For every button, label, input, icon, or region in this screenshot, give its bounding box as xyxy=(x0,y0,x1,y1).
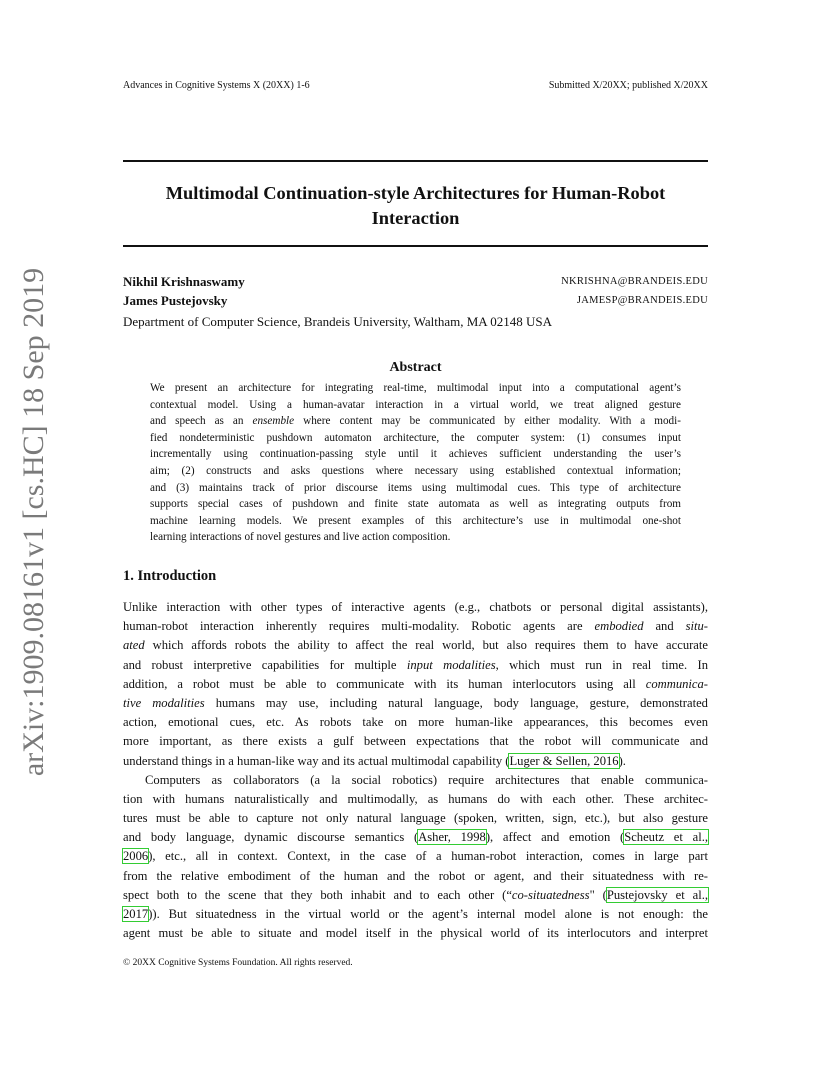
text-line: human-robot interaction inherently requires multi-modality. Robotic agents are embodied and situ- xyxy=(123,619,708,634)
text-line: 2006), etc., all in context. Context, in the case of a human-robot interaction, comes in large part xyxy=(123,849,708,864)
running-header-left: Advances in Cognitive Systems X (20XX) 1-6 xyxy=(123,80,310,91)
text-line: spect both to the scene that they both inhabit and to each other (“co-situatedness" (Pustejovsky et al., xyxy=(123,887,709,902)
text-line: and robust interpretive capabilities for multiple input modalities, which must run in real time. In xyxy=(123,657,708,672)
paper-title xyxy=(123,181,708,231)
text-line: We present an architecture for integrating real-time, multimodal input into a computational agent’s xyxy=(150,382,681,394)
author-name: James Pustejovsky xyxy=(123,293,228,308)
citation-link[interactable]: Scheutz et al., xyxy=(624,830,709,845)
text-line: and body language, dynamic discourse semantics (Asher, 1998), affect and emotion (Scheutz et al., xyxy=(123,830,709,845)
citation-link[interactable]: Pustejovsky et al., xyxy=(606,887,709,902)
citation-link[interactable]: Asher, 1998 xyxy=(418,830,486,845)
copyright-footer: © 20XX Cognitive Systems Foundation. All rights reserved. xyxy=(123,958,353,968)
author-email[interactable]: NKRISHNA@BRANDEIS.EDU xyxy=(561,276,708,287)
text-line: tive modalities humans may use, including natural language, body language, gesture, demonstrated xyxy=(123,695,708,710)
paper-title-line-2: Interaction xyxy=(371,208,460,228)
abstract-heading: Abstract xyxy=(389,360,442,375)
text-line: aim; (2) constructs and asks questions where necessary using established contextual information; xyxy=(150,464,681,477)
text-line: agent must be able to situate and model itself in the physical world of its interlocutors and interpret xyxy=(123,926,708,941)
citation-link[interactable]: 2017 xyxy=(123,907,149,921)
citation-link[interactable]: Luger & Sellen, 2016 xyxy=(509,753,619,768)
text-line: Computers as collaborators (a la social robotics) require architectures that enable communica- xyxy=(145,772,708,787)
text-line: understand things in a human-like way and its actual multimodal capability (Luger & Sellen, 2016). xyxy=(123,753,626,768)
section-body xyxy=(123,598,708,943)
abstract-body xyxy=(150,380,681,546)
text-line: action, emotional cues, etc. As robots take on more human-like appearances, this becomes even xyxy=(123,715,708,730)
text-line: 2017)). But situatedness in the virtual world or the agent’s internal model alone is not enough: the xyxy=(123,907,708,921)
text-line: contextual model. Using a human-avatar interaction in a virtual world, we treat aligned gesture xyxy=(150,398,681,411)
running-header-right: Submitted X/20XX; published X/20XX xyxy=(548,80,708,91)
text-line: tures must be able to capture not only natural language (spoken, written, sign, etc.), but also gesture xyxy=(123,811,708,826)
arxiv-identifier-text: arXiv:1909.08161v1 [cs.HC] 18 Sep 2019 xyxy=(17,267,50,777)
text-line: machine learning models. We present examples of this architecture’s use in multimodal one-shot xyxy=(150,514,681,527)
text-line: incrementally using continuation-passing style until it achieves sufficient understanding the user’s xyxy=(150,448,681,461)
text-line: from the relative embodiment of the human and the robot or agent, and their situatedness with re- xyxy=(123,868,708,883)
text-line: fied nondeterministic pushdown automaton architecture, the computer system: (1) consumes input xyxy=(150,431,681,444)
text-line: and speech as an ensemble where content may be communicated by either modality. With a modi- xyxy=(150,415,681,428)
text-line: supports special cases of pushdown and finite state automata as well as integrating outputs from xyxy=(150,498,681,511)
text-line: addition, a robot must be able to communicate with its human interlocutors using all communica- xyxy=(123,676,708,691)
citation-link[interactable]: 2006 xyxy=(123,849,149,864)
author-email[interactable]: JAMESP@BRANDEIS.EDU xyxy=(576,295,708,306)
section-heading: 1. Introduction xyxy=(123,568,217,584)
text-line: tion with humans naturalistically and multimodally, as humans do with each other. These architec- xyxy=(123,791,708,806)
title-rule-bottom xyxy=(123,245,708,247)
paper-title-line-1: Multimodal Continuation-style Architectures for Human-Robot xyxy=(165,183,666,203)
text-line: learning interactions of novel gestures and live action composition. xyxy=(150,531,451,544)
text-line: more important, as there exists a gulf between expectations that the robot will communicate and xyxy=(123,734,708,749)
text-line: and (3) maintains track of prior discourse items using multimodal cues. This type of architecture xyxy=(150,481,681,494)
author-name: Nikhil Krishnaswamy xyxy=(123,274,245,289)
text-line: Unlike interaction with other types of interactive agents (e.g., chatbots or personal digital assistants), xyxy=(123,600,708,614)
title-rule-top xyxy=(123,160,708,162)
affiliation: Department of Computer Science, Brandeis University, Waltham, MA 02148 USA xyxy=(123,314,552,329)
text-line: ated which affords robots the ability to affect the real world, but also requires them to have accurate xyxy=(123,638,708,653)
